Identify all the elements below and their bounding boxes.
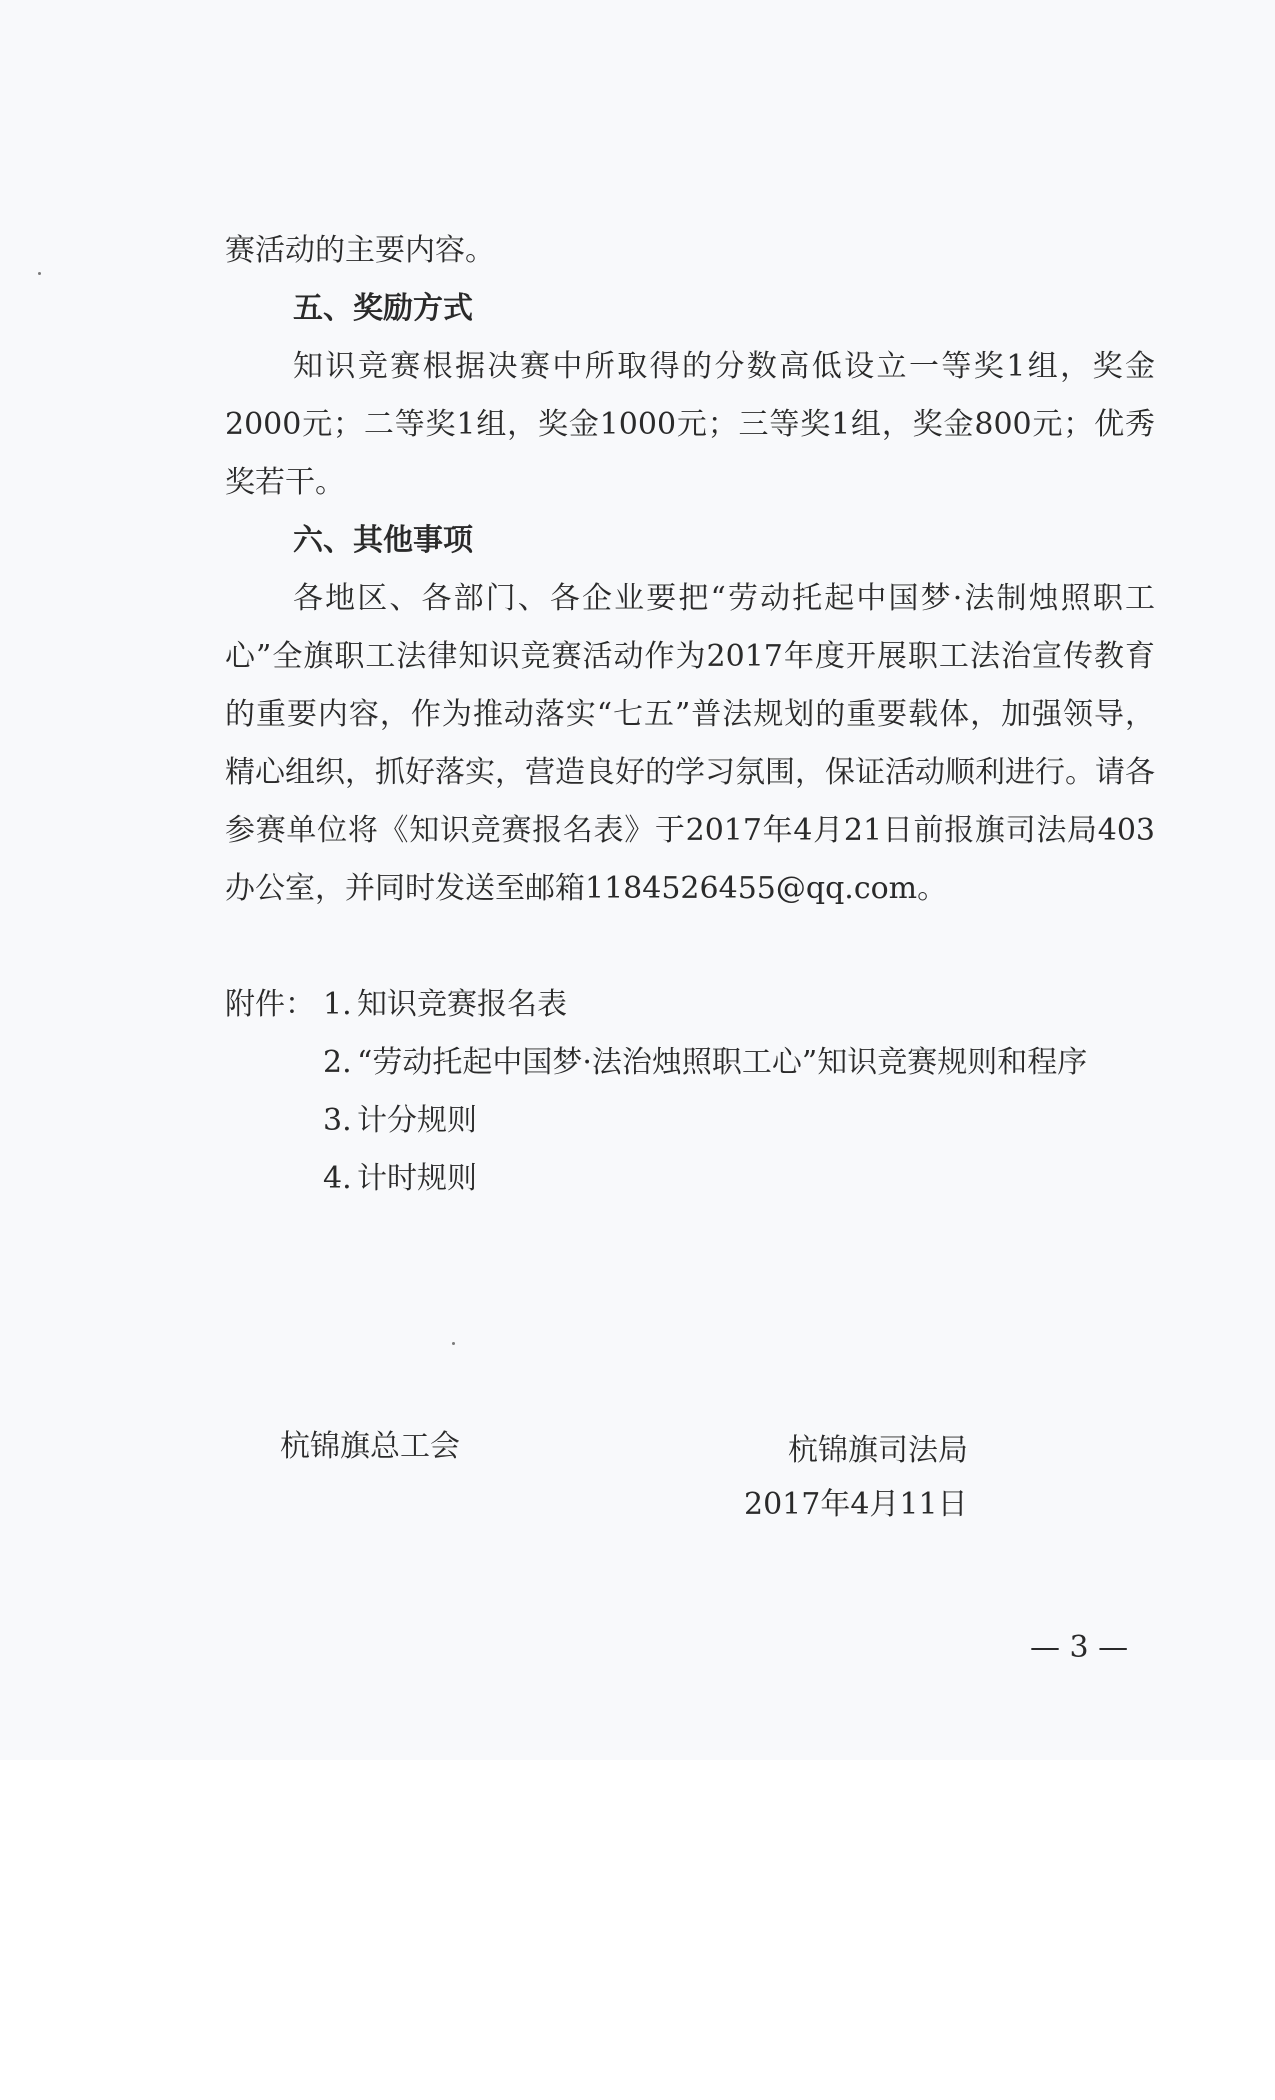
attachment-item: [323, 1092, 1155, 1150]
attachments-list: [323, 976, 1155, 1208]
attachments-label: 附件：: [225, 987, 315, 1022]
intro-tail: 赛活动的主要内容。: [225, 233, 495, 268]
attachment-number: 1.: [323, 987, 352, 1022]
signature-date: 2017年4月11日: [744, 1487, 968, 1522]
attachment-item: [323, 1150, 1155, 1208]
page-number: — 3 —: [1030, 1630, 1129, 1665]
section-5-text: 知识竞赛根据决赛中所取得的分数高低设立一等奖1组，奖金2000元；二等奖1组，奖金1000元；三等奖1组，奖金800元；优秀奖若干。: [225, 349, 1155, 500]
scan-speck: [452, 1342, 455, 1345]
section-5-heading: 五、奖励方式: [293, 291, 473, 326]
attachment-title: 计分规则: [357, 1103, 477, 1138]
signature-justice-bureau: 杭锦旗司法局: [788, 1433, 968, 1468]
attachments: [225, 976, 1155, 1208]
attachment-number: 3.: [323, 1103, 352, 1138]
attachment-title: “劳动托起中国梦·法治烛照职工心”知识竞赛规则和程序: [357, 1045, 1088, 1080]
document-body: [225, 222, 1155, 1208]
attachment-title: 计时规则: [357, 1161, 477, 1196]
section-6-heading: 六、其他事项: [293, 523, 473, 558]
signature-trade-union: 杭锦旗总工会: [280, 1429, 460, 1464]
attachment-number: 2.: [323, 1045, 352, 1080]
attachment-item: [323, 976, 1155, 1034]
section-6-text: 各地区、各部门、各企业要把“劳动托起中国梦·法制烛照职工心”全旗职工法律知识竞赛活动作为2017年度开展职工法治宣传教育的重要内容，作为推动落实“七五”普法规划的重要载体，加强领导，精心组织，抓好落实，营造良好的学习氛围，保证活动顺利进行。请各参赛单位将《知识竞赛报名表》于2017年4月21日前报旗司法局403办公室，并同时发送至邮箱1184526455@qq.com。: [225, 581, 1155, 906]
attachment-number: 4.: [323, 1161, 352, 1196]
attachment-title: 知识竞赛报名表: [357, 987, 567, 1022]
attachment-item: [323, 1034, 1155, 1092]
scan-speck: [38, 272, 41, 275]
